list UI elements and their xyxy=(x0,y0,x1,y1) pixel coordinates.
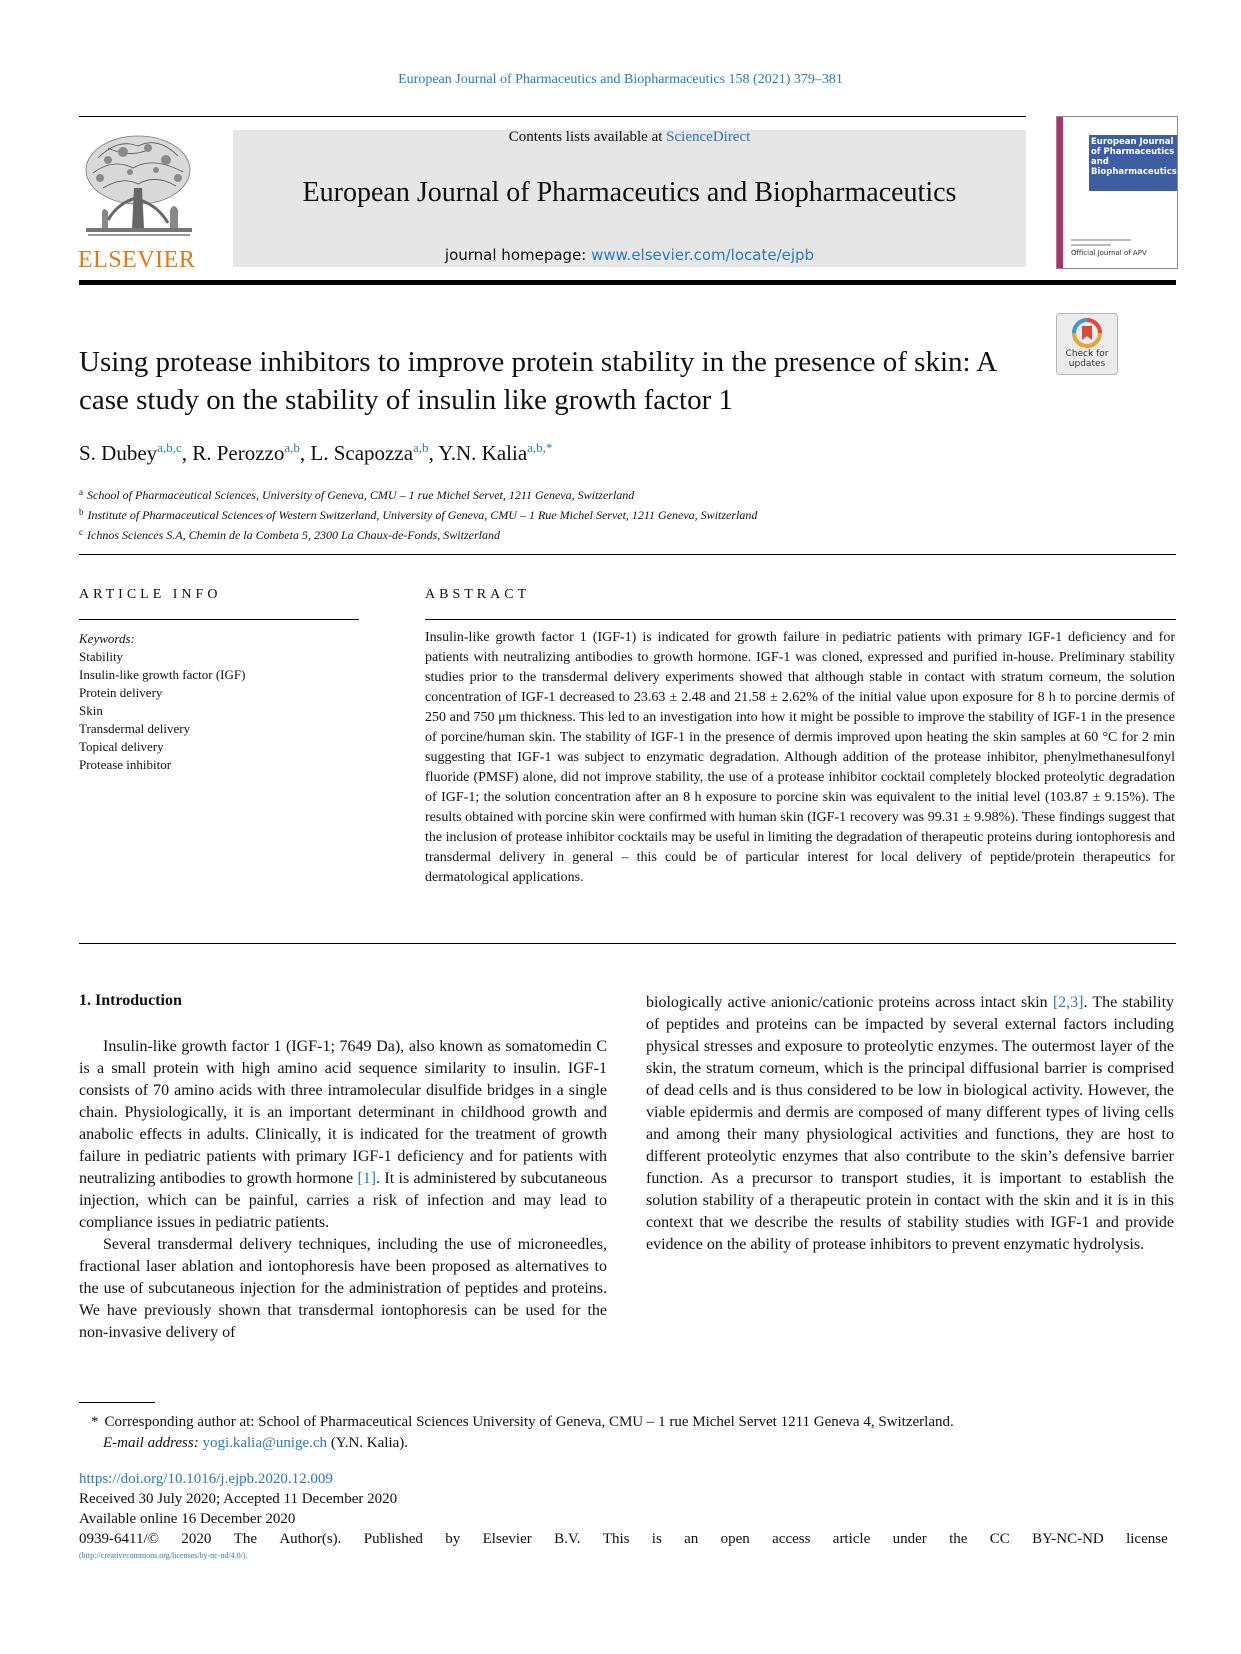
license-word: 2020 xyxy=(181,1531,212,1547)
header-top-rule xyxy=(79,116,1026,117)
sciencedirect-link[interactable]: ScienceDirect xyxy=(666,129,751,145)
homepage-prefix: journal homepage: xyxy=(444,246,592,264)
abstract-text: Insulin-like growth factor 1 (IGF-1) is indicated for growth failure in pediatric patients with primary IGF-1 deficiency and for patients with neutralizing antibodies to growth hormone. IGF-1 was cloned, expressed and purified in-house. Preliminary stability studies prior to the transdermal delivery experiments showed that although stable in contact with stratum corneum, the solution concentration of IGF-1 decreased to 23.63 ± 2.48 and 21.58 ± 2.62% of the initial value upon exposure for 8 h to porcine dermis of 250 and 750 μm thickness. This led to an investigation into how it might be possible to improve the stability of IGF-1 in the presence of porcine/human skin. The stability of IGF-1 in the presence of dermis improved upon heating the skin samples at 60 °C for 2 min suggesting that IGF-1 was subject to enzymatic degradation. Although addition of the protease inhibitor, phenylmethanesulfonyl fluoride (PMSF) alone, did not improve stability, the use of a protease inhibitor cocktail completely blocked proteolytic degradation of IGF-1; the solution concentration after an 8 h exposure to porcine skin was equivalent to the initial level (103.87 ± 9.15%). The results obtained with porcine skin were confirmed with human skin (IGF-1 recovery was 99.31 ± 9.98%). These findings suggest that the inclusion of protease inhibitor cocktails may be useful in limiting the degradation of therapeutic proteins during iontophoresis and transdermal delivery in general – this could be of particular interest for local delivery of peptide/protein therapeutics for dermatological applications. xyxy=(425,630,1175,885)
footnote xyxy=(79,1412,954,1454)
author-list: S. Dubey$^{a,b,c}$, R. Perozzo$^{a,b}$, L. Scapozza$^{a,b}$, Y.N. Kalia$^{a,b,*}$ xyxy=(79,440,553,465)
journal-citation[interactable]: European Journal of Pharmaceutics and Biopharmaceutics 158 (2021) 379–381 xyxy=(398,72,843,87)
header-bottom-rule xyxy=(79,280,1176,285)
affiliation-text: Institute of Pharmaceutical Sciences of Western Switzerland, University of Geneva, CMU – 1 Rue Michel Servet, 1211 Geneva, Switzerland xyxy=(87,508,758,522)
keywords-block xyxy=(79,630,245,774)
license-word: license xyxy=(1126,1531,1168,1547)
doi-link[interactable]: https://doi.org/10.1016/j.ejpb.2020.12.009 xyxy=(79,1471,333,1487)
author-affiliation-marker[interactable]: a,b xyxy=(413,440,429,455)
homepage-link[interactable]: www.elsevier.com/locate/ejpb xyxy=(591,246,815,264)
license-word: CC xyxy=(989,1531,1010,1547)
keyword-item: Protease inhibitor xyxy=(79,757,172,772)
paragraph xyxy=(646,992,1174,1256)
email-label: E-mail address: xyxy=(103,1435,199,1451)
keyword-item: Protein delivery xyxy=(79,685,163,700)
license-line xyxy=(79,1529,1168,1549)
license-word: 0939-6411/© xyxy=(79,1531,160,1547)
received-dates: Received 30 July 2020; Accepted 11 December 2020 xyxy=(79,1491,398,1507)
affiliation-item xyxy=(79,484,1179,504)
contents-line xyxy=(233,129,1026,146)
article-info-heading: ARTICLE INFO xyxy=(79,587,222,602)
author-name[interactable]: L. Scapozza xyxy=(310,441,414,465)
paragraph-text: . The stability of peptides and proteins can be impacted by several external factors including physical stresses and exposure to proteolytic enzymes. The outermost layer of the skin, the stratum corneum, which is the principal diffusional barrier is comprised of dead cells and is thus considered to be low in biological activity. However, the viable epidermis and dermis are composed of many different types of living cells and among their many physiological activities and functions, they are host to different proteolytic enzymes that also contribute to the skin’s defensive barrier function. As a precursor to transport studies, it is important to establish the solution stability of a therapeutic protein in contact with the skin and it is in this context that we describe the results of stability studies with IGF-1 and provide evidence on the ability of protease inhibitors to prevent enzymatic hydrolysis. xyxy=(646,994,1175,1253)
paragraph: Several transdermal delivery techniques, including the use of microneedles, fractional laser ablation and iontophoresis have been proposed as alternatives to the use of subcutaneous injection for the administration of peptides and proteins. We have previously shown that transdermal iontophoresis can be used for the non-invasive delivery of xyxy=(79,1236,607,1341)
introduction-heading: 1. Introduction xyxy=(79,992,182,1009)
homepage-line xyxy=(233,246,1026,264)
affiliation-item xyxy=(79,524,1179,544)
abstract-heading: ABSTRACT xyxy=(425,587,531,602)
footnote-rule xyxy=(79,1402,155,1403)
author-name[interactable]: R. Perozzo xyxy=(192,441,285,465)
cover-footer-rule xyxy=(1071,244,1111,246)
affiliation-item xyxy=(79,504,1179,524)
license-word: the xyxy=(949,1531,968,1547)
article-info-rule xyxy=(79,619,359,620)
affiliation-key: b xyxy=(79,507,84,517)
cover-accent-strip xyxy=(1057,117,1063,268)
check-for-updates-badge[interactable] xyxy=(1056,313,1118,375)
elsevier-tree-logo xyxy=(78,128,200,246)
license-word: by xyxy=(445,1531,461,1547)
contents-prefix: Contents lists available at xyxy=(508,129,667,145)
publication-info xyxy=(79,1469,1175,1549)
license-word: Elsevier xyxy=(482,1531,532,1547)
license-word: article xyxy=(832,1531,871,1547)
license-word: is xyxy=(651,1531,662,1547)
author-affiliation-marker[interactable]: a,b,c xyxy=(157,440,182,455)
affiliation-text: School of Pharmaceutical Sciences, University of Geneva, CMU – 1 rue Michel Servet, 1211 Geneva, Switzerland xyxy=(87,488,635,502)
abstract-rule xyxy=(425,619,1176,620)
author-affiliation-marker[interactable]: a,b xyxy=(284,440,300,455)
license-word: B.V. xyxy=(554,1531,581,1547)
citation-link[interactable]: [1] xyxy=(357,1170,377,1187)
check-updates-label: Check for updates xyxy=(1065,349,1109,369)
license-url-link[interactable]: (http://creativecommons.org/licenses/by-nc-nd/4.0/). xyxy=(79,1551,248,1560)
author-name[interactable]: S. Dubey xyxy=(79,441,158,465)
affiliation-key: c xyxy=(79,527,83,537)
paragraph-text: . It is administered by subcutaneous injection, which can be painful, carries a risk of infection and may lead to compliance issues in pediatric patients. xyxy=(79,1170,607,1231)
license-word: The xyxy=(233,1531,257,1547)
keywords-label: Keywords: xyxy=(79,631,135,646)
check-updates-icon xyxy=(1072,318,1102,348)
license-word: open xyxy=(720,1531,750,1547)
license-word: under xyxy=(892,1531,927,1547)
author-affiliation-marker[interactable]: a,b,* xyxy=(527,440,553,455)
email-link[interactable]: yogi.kalia@unige.ch xyxy=(202,1435,328,1451)
available-online: Available online 16 December 2020 xyxy=(79,1511,296,1527)
license-word: Published xyxy=(363,1531,423,1547)
body-column-right xyxy=(646,992,1174,1256)
body-column-left xyxy=(79,1036,607,1344)
paragraph-text: biologically active anionic/cationic proteins across intact skin xyxy=(646,994,1053,1011)
keyword-item: Insulin-like growth factor (IGF) xyxy=(79,667,246,682)
section-divider xyxy=(79,554,1176,555)
citation-link[interactable]: [2,3] xyxy=(1052,994,1084,1011)
cover-footer xyxy=(1071,239,1167,261)
journal-name: European Journal of Pharmaceutics and Biopharmaceutics xyxy=(302,177,957,208)
license-word: BY-NC-ND xyxy=(1032,1531,1104,1547)
affiliation-text: Ichnos Sciences S.A, Chemin de la Combeta 5, 2300 La Chaux-de-Fonds, Switzerland xyxy=(87,528,500,542)
journal-cover-thumbnail[interactable] xyxy=(1056,116,1178,269)
license-word: an xyxy=(684,1531,699,1547)
corresponding-text: Corresponding author at: School of Pharmaceutical Sciences University of Geneva, CMU – 1 rue Michel Servet 1211 Geneva 4, Switzerland. xyxy=(104,1414,954,1430)
license-word: access xyxy=(772,1531,811,1547)
keyword-item: Transdermal delivery xyxy=(79,721,191,736)
cover-footer-rule xyxy=(1071,239,1131,241)
keyword-item: Topical delivery xyxy=(79,739,164,754)
footnote-marker: * xyxy=(91,1414,99,1430)
article-title: Using protease inhibitors to improve protein stability in the presence of skin: A case study on the stability of insulin like growth factor 1 xyxy=(79,346,996,416)
keyword-item: Skin xyxy=(79,703,103,718)
paragraph xyxy=(79,1036,607,1234)
corresponding-author-note xyxy=(79,1412,954,1433)
cover-title: European Journal of Pharmaceutics and Biopharmaceutics xyxy=(1091,137,1177,177)
elsevier-wordmark[interactable]: ELSEVIER xyxy=(78,247,196,273)
email-owner: (Y.N. Kalia). xyxy=(330,1435,409,1451)
cover-footer-text: Official Journal of APV xyxy=(1071,249,1147,257)
email-line xyxy=(103,1433,954,1454)
author-name[interactable]: Y.N. Kalia xyxy=(438,441,528,465)
section-divider xyxy=(79,943,1176,944)
affiliation-key: a xyxy=(79,487,83,497)
paragraph-text: Insulin-like growth factor 1 (IGF-1; 7649 Da), also known as somatomedin C is a small protein with high amino acid sequence similarity to insulin. IGF-1 consists of 70 amino acids with three intramolecular disulfide bridges in a single chain. Physiologically, it is an important determinant in childhood growth and anabolic effects in adults. Clinically, it is indicated for the treatment of growth failure in pediatric patients with primary IGF-1 deficiency and for patients with neutralizing antibodies to growth hormone xyxy=(79,1038,607,1187)
keyword-item: Stability xyxy=(79,649,124,664)
license-word: Author(s). xyxy=(279,1531,342,1547)
affiliations xyxy=(79,484,1179,544)
license-word: This xyxy=(602,1531,630,1547)
